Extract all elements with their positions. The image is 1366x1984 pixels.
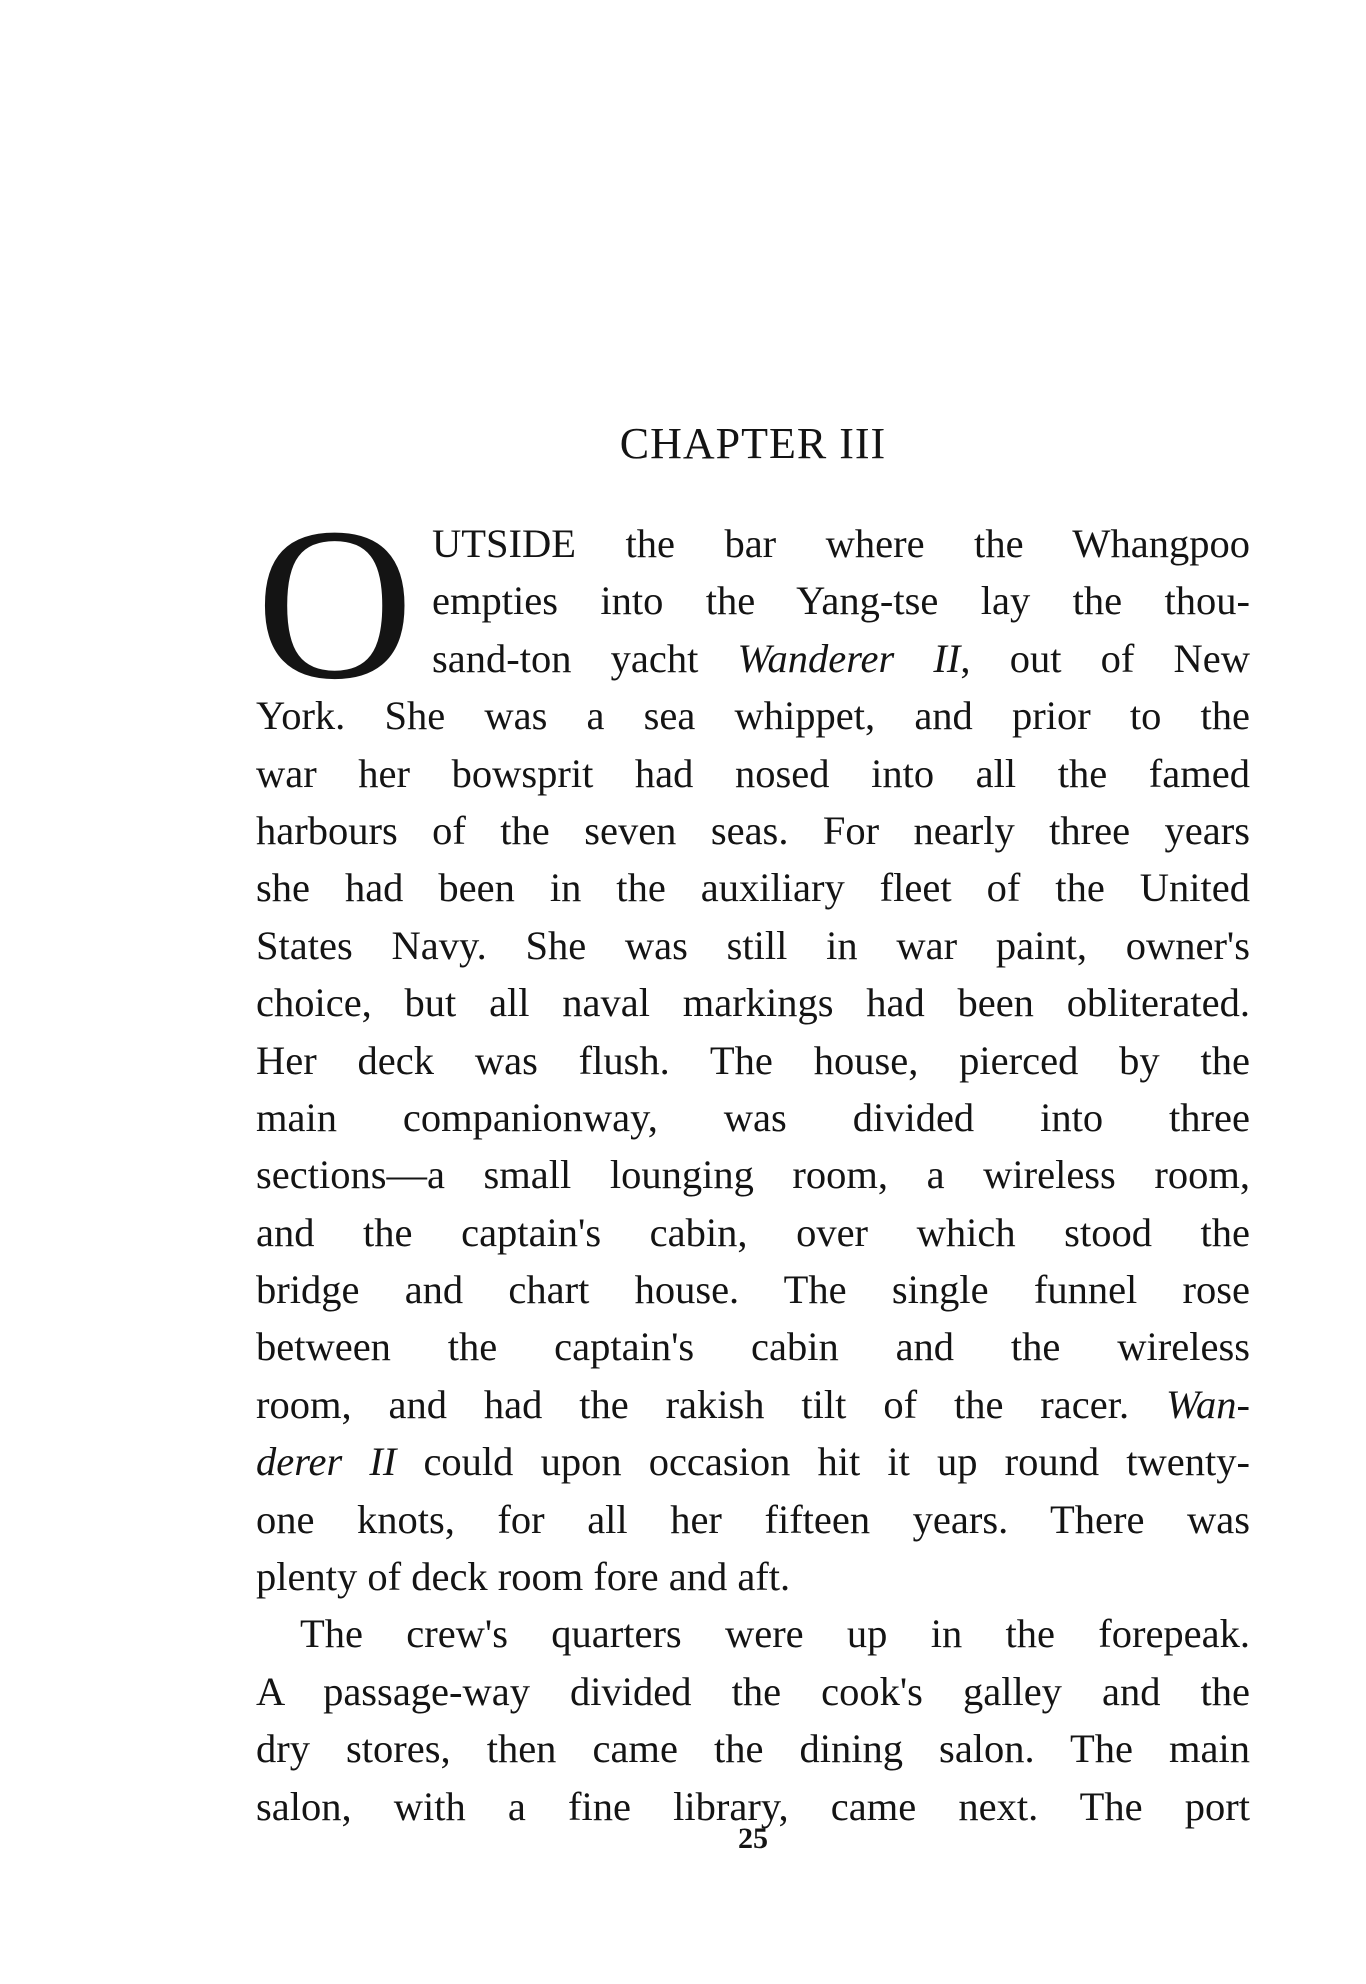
text-line: main companionway, was divided into three [256, 1094, 1250, 1140]
text-line: harbours of the seven seas. For nearly three years [256, 807, 1250, 853]
text-line: bridge and chart house. The single funnel rose [256, 1267, 1250, 1313]
text-line: war her bowsprit had nosed into all the famed [256, 750, 1250, 796]
text-line: The crew's quarters were up in the forepeak. [300, 1611, 1250, 1657]
text-line: sand-ton yacht Wanderer II, out of New [432, 635, 1250, 681]
text-line: A passage-way divided the cook's galley and the [256, 1668, 1250, 1714]
chapter-heading: CHAPTER III [619, 419, 887, 468]
text-line: empties into the Yang-tse lay the thou- [432, 578, 1250, 624]
text-line: sections—a small lounging room, a wireless room, [256, 1152, 1250, 1198]
text-line: between the captain's cabin and the wireless [256, 1324, 1250, 1370]
text-line: UTSIDE the bar where the Whangpoo [432, 521, 1250, 566]
text-line: one knots, for all her fifteen years. There was [256, 1496, 1250, 1542]
text-line: she had been in the auxiliary fleet of the United [256, 865, 1250, 911]
drop-cap: O [256, 484, 414, 725]
text-line: room, and had the rakish tilt of the racer. Wan- [256, 1381, 1250, 1427]
text-line: dry stores, then came the dining salon. The main [256, 1726, 1250, 1772]
body-text [256, 484, 1250, 1835]
text-line: Her deck was flush. The house, pierced by the [256, 1037, 1250, 1083]
text-line: York. She was a sea whippet, and prior to the [256, 693, 1250, 739]
text-line: salon, with a fine library, came next. The port [256, 1783, 1250, 1829]
text-line: derer II could upon occasion hit it up round twenty- [256, 1439, 1250, 1485]
page-number: 25 [738, 1822, 768, 1855]
text-line: States Navy. She was still in war paint, owner's [256, 922, 1250, 968]
text-line: plenty of deck room fore and aft. [256, 1554, 791, 1600]
text-line: and the captain's cabin, over which stood the [256, 1209, 1250, 1255]
text-line: choice, but all naval markings had been obliterated. [256, 980, 1250, 1026]
